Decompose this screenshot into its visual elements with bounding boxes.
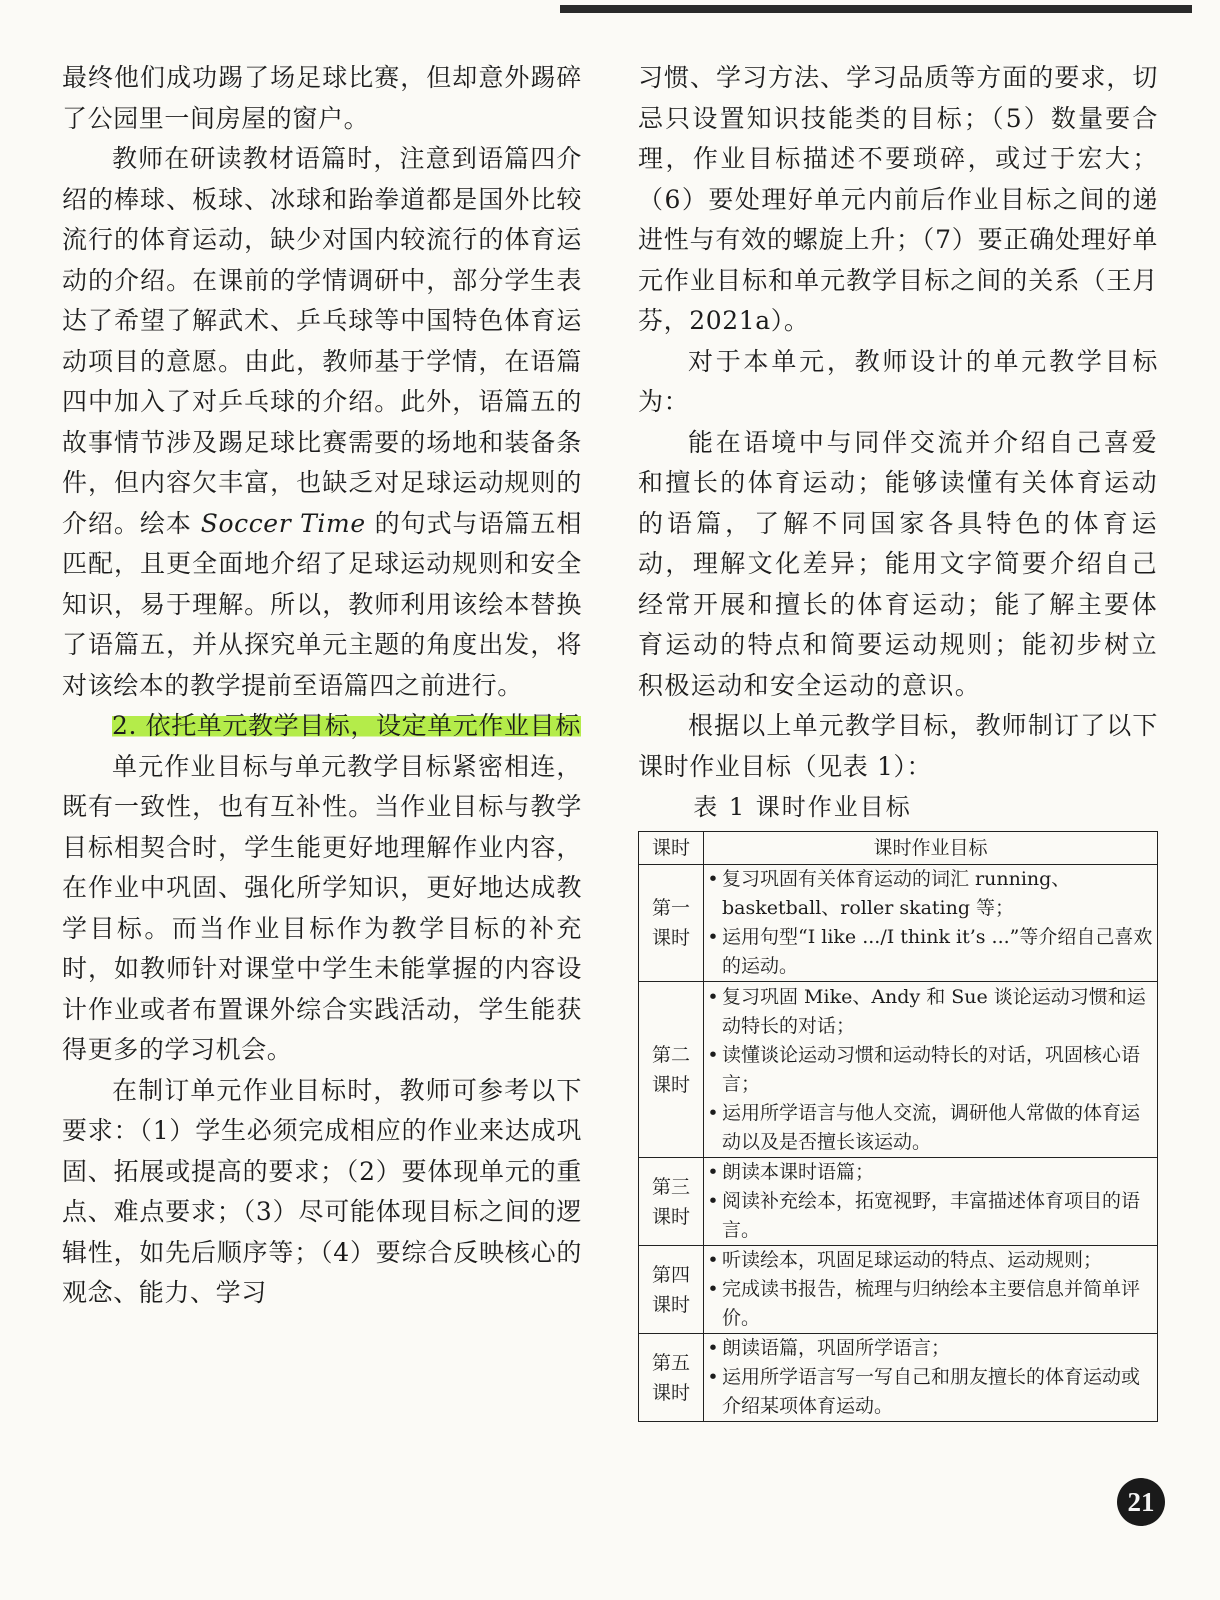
table-row <box>639 865 1158 982</box>
list-item: • 运用所学语言与他人交流，调研他人常做的体育运动以及是否擅长该运动。 <box>704 1099 1157 1157</box>
paragraph: 最终他们成功踢了场足球比赛，但却意外踢碎了公园里一间房屋的窗户。 <box>62 63 582 133</box>
table-caption: 表 1 课时作业目标 <box>693 793 912 821</box>
table-header-row <box>639 832 1158 865</box>
right-column <box>638 58 1158 1422</box>
lesson-cell: 第四 课时 <box>639 1246 704 1334</box>
list-item: • 运用句型“I like .../I think it’s ...”等介绍自己喜欢的运动。 <box>704 923 1157 981</box>
section-heading <box>62 706 582 747</box>
paragraph-text: 教师在研读教材语篇时，注意到语篇四介绍的棒球、板球、冰球和跆拳道都是国外比较流行的体育运动，缺少对国内较流行的体育运动的介绍。在课前的学情调研中，部分学生表达了希望了解武术、乒乓球等中国特色体育运动项目的意愿。由此，教师基于学情，在语篇四中加入了对乒乓球的介绍。此外，语篇五的故事情节涉及踢足球比赛需要的场地和装备条件，但内容欠丰富，也缺乏对足球运动规则的介绍。绘本 <box>62 144 582 538</box>
lesson-cell: 第一 课时 <box>639 865 704 982</box>
bullet-icon: • <box>707 868 719 890</box>
list-item: • 朗读语篇，巩固所学语言； <box>704 1334 1157 1363</box>
list-item: • 复习巩固有关体育运动的词汇 running、basketball、roller skating 等； <box>704 865 1157 923</box>
paragraph: 对于本单元，教师设计的单元教学目标为： <box>638 346 1158 416</box>
list-item: • 完成读书报告，梳理与归纳绘本主要信息并简单评价。 <box>704 1275 1157 1333</box>
list-item: • 朗读本课时语篇； <box>704 1158 1157 1187</box>
bullet-icon: • <box>707 1043 719 1066</box>
goal-cell <box>704 865 1158 982</box>
list-item: • 阅读补充绘本，拓宽视野，丰富描述体育项目的语言。 <box>704 1187 1157 1245</box>
paragraph: 单元作业目标与单元教学目标紧密相连，既有一致性，也有互补性。当作业目标与教学目标相契合时，学生能更好地理解作业内容，在作业中巩固、强化所学知识，更好地达成教学目标。而当作业目标作为教学目标的补充时，如教师针对课堂中学生未能掌握的内容设计作业或者布置课外综合实践活动，学生能获得更多的学习机会。 <box>62 751 582 1064</box>
list-item: • 读懂谈论运动习惯和运动特长的对话，巩固核心语言； <box>704 1041 1157 1099</box>
bullet-icon: • <box>707 1190 719 1212</box>
bullet-icon: • <box>707 985 719 1008</box>
list-item: • 听读绘本，巩固足球运动的特点、运动规则； <box>704 1246 1157 1275</box>
paragraph-text: 的句式与语篇五相匹配，且更全面地介绍了足球运动规则和安全知识，易于理解。所以，教师利用该绘本替换了语篇五，并从探究单元主题的角度出发，将对该绘本的教学提前至语篇四之前进行。 <box>62 508 582 700</box>
section-heading-text: 2. 依托单元教学目标，设定单元作业目标 <box>112 711 581 740</box>
list-item: • 复习巩固 Mike、Andy 和 Sue 谈论运动习惯和运动特长的对话； <box>704 983 1157 1041</box>
book-title: Soccer Time <box>200 508 366 538</box>
bullet-icon: • <box>707 1161 719 1183</box>
paragraph: 在制订单元作业目标时，教师可参考以下要求：（1）学生必须完成相应的作业来达成巩固、拓展或提高的要求；（2）要体现单元的重点、难点要求；（3）尽可能体现目标之间的逻辑性，如先后顺序等；（4）要综合反映核心的观念、能力、学习 <box>62 1075 582 1307</box>
column-header: 课时作业目标 <box>704 832 1158 865</box>
table-row <box>639 1334 1158 1422</box>
bullet-icon: • <box>707 1249 719 1271</box>
bullet-icon: • <box>707 1337 719 1359</box>
bullet-icon: • <box>707 926 719 948</box>
goal-cell <box>704 982 1158 1158</box>
goal-cell <box>704 1334 1158 1422</box>
paragraph: 根据以上单元教学目标，教师制订了以下课时作业目标（见表 1）： <box>638 711 1158 781</box>
column-header: 课时 <box>639 832 704 865</box>
table-row <box>639 982 1158 1158</box>
header-rule <box>560 5 1192 13</box>
list-item: • 运用所学语言写一写自己和朋友擅长的体育运动或介绍某项体育运动。 <box>704 1363 1157 1421</box>
bullet-icon: • <box>707 1101 719 1124</box>
lesson-cell: 第五 课时 <box>639 1334 704 1422</box>
lesson-goals-table <box>638 831 1158 1422</box>
table-row <box>639 1158 1158 1246</box>
paragraph <box>62 139 582 706</box>
bullet-icon: • <box>707 1366 719 1388</box>
table-row <box>639 1246 1158 1334</box>
teaching-goal-paragraph: 能在语境中与同伴交流并介绍自己喜爱和擅长的体育运动；能够读懂有关体育运动的语篇，了解不同国家各具特色的体育运动，理解文化差异；能用文字简要介绍自己经常开展和擅长的体育运动；能了解主要体育运动的特点和简要运动规则；能初步树立积极运动和安全运动的意识。 <box>638 427 1158 700</box>
paragraph: 习惯、学习方法、学习品质等方面的要求，切忌只设置知识技能类的目标；（5）数量要合理，作业目标描述不要琐碎，或过于宏大；（6）要处理好单元内前后作业目标之间的递进性与有效的螺旋上升；（7）要正确处理好单元作业目标和单元教学目标之间的关系（王月芬，2021a）。 <box>638 63 1158 335</box>
goal-cell <box>704 1158 1158 1246</box>
lesson-cell: 第二 课时 <box>639 982 704 1158</box>
goal-cell <box>704 1246 1158 1334</box>
lesson-cell: 第三 课时 <box>639 1158 704 1246</box>
page-number: 21 <box>1117 1478 1165 1526</box>
left-column <box>62 58 582 1314</box>
bullet-icon: • <box>707 1278 719 1300</box>
